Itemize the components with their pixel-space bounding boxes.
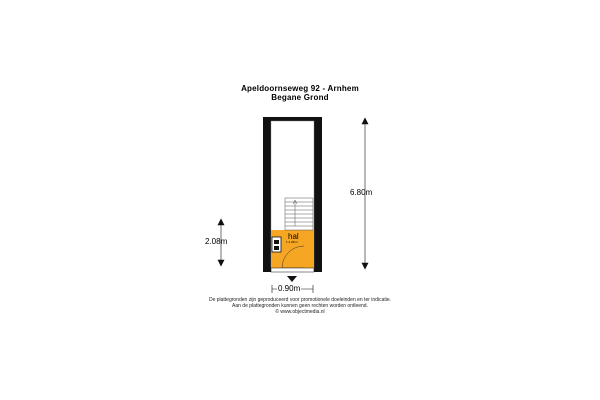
meter-cupboard [272,237,281,252]
hall-height-label: 2.08m [205,237,228,246]
plan-title: Apeldoornseweg 92 - Arnhem [241,84,359,93]
wall-right [314,117,322,272]
floor-name: Begane Grond [271,93,329,102]
entrance-arrow-icon [287,276,297,282]
room-area: ± 2.35m² [286,240,298,244]
room-name: hal [288,232,299,241]
width-label: 0.90m [278,284,301,293]
total-height-label: 6.80m [350,188,373,197]
wall-left [263,117,271,272]
disclaimer-line-2: Aan de plattegronden kunnen geen rechten worden ontleend. [232,303,368,309]
wall-top [263,117,322,121]
disclaimer-line-1: De plattegronden zijn geproduceerd voor promotionele doeleinden en ter indicatie. [208,297,392,303]
threshold [271,268,314,272]
copyright-line: © www.objectmedia.nl [275,309,325,315]
